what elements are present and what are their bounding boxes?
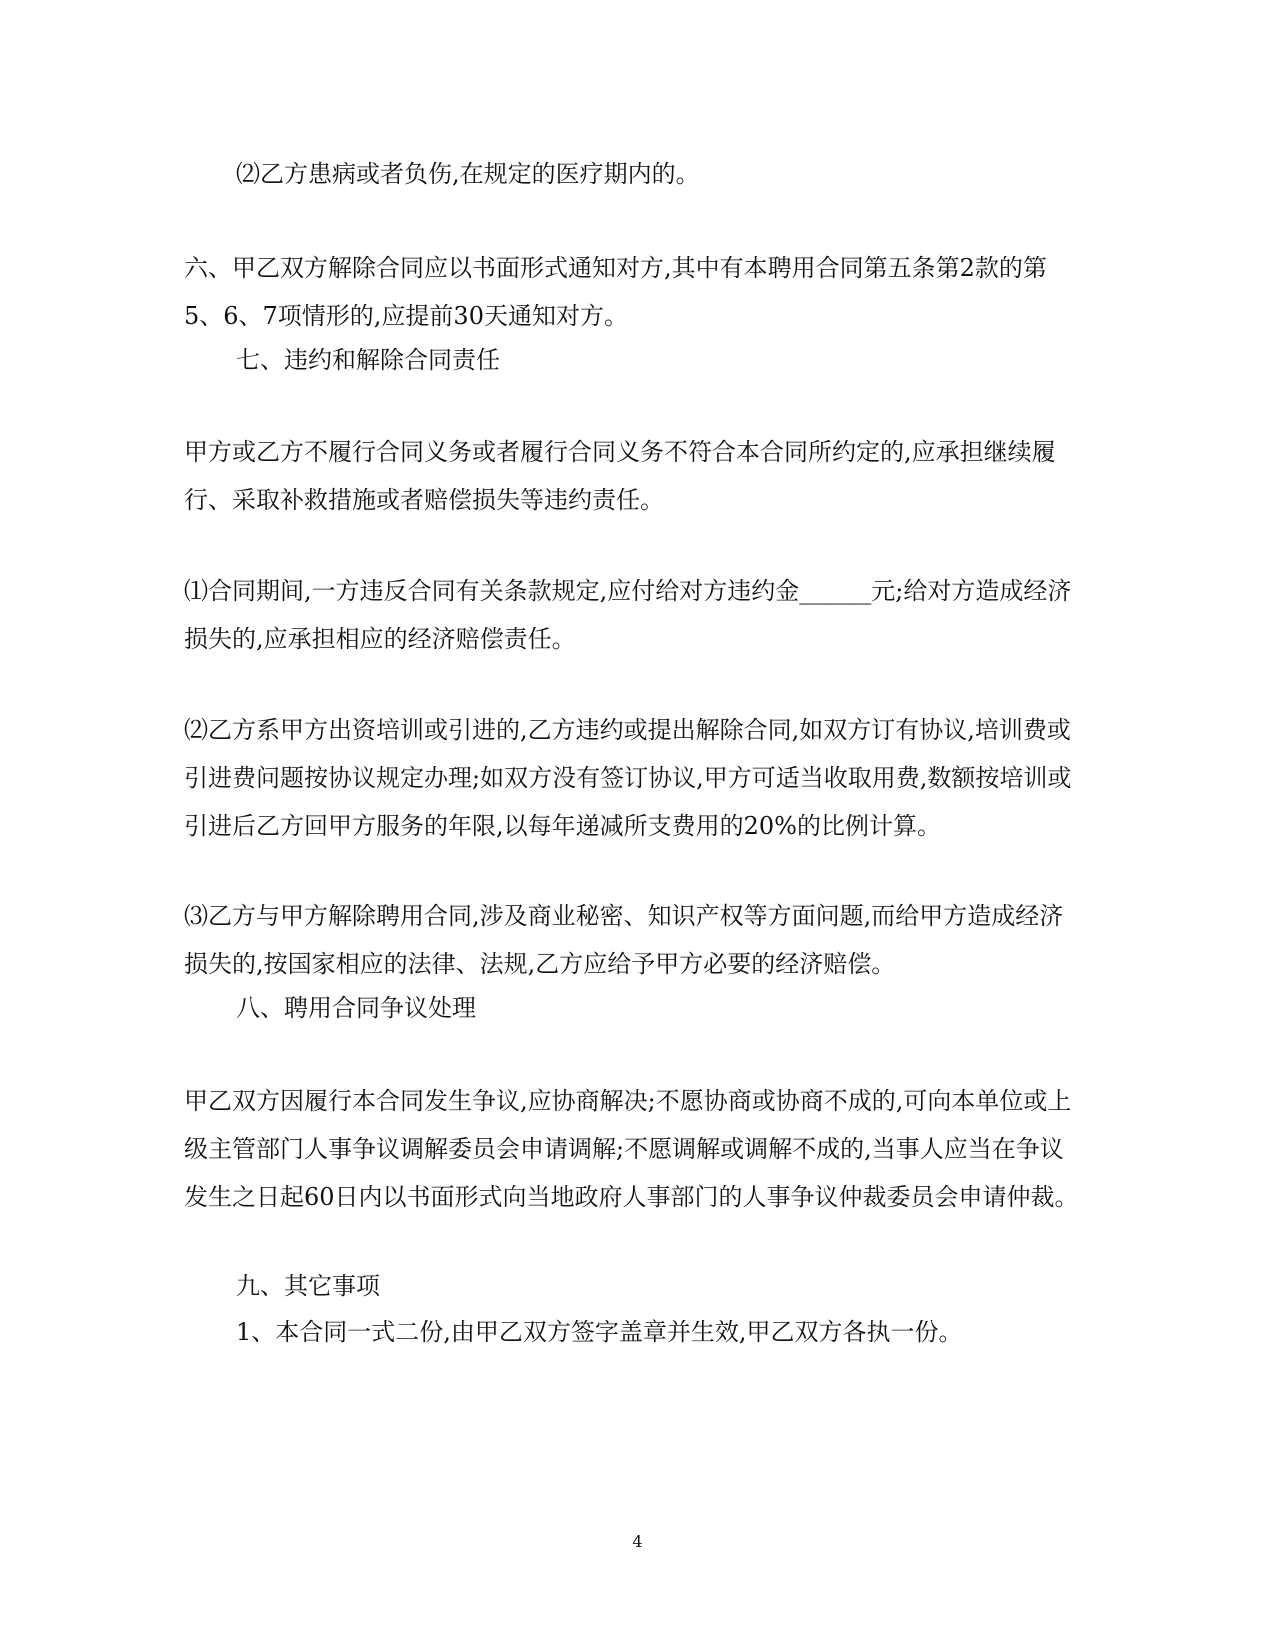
section-9-item-1: 1、本合同一式二份,由甲乙双方签字盖章并生效,甲乙双方各执一份。 [236,1318,963,1346]
section-6-termination-notice: 六、甲乙双方解除合同应以书面形式通知对方,其中有本聘用合同第五条第2款的第5、6、7项情形的,应提前30天通知对方。 [184,254,1047,330]
section-8-body: 甲乙双方因履行本合同发生争议,应协商解决;不愿协商或协商不成的,可向本单位或上级主管部门人事争议调解委员会申请调解;不愿调解或调解不成的,当事人应当在争议发生之日起60日内以书面形式向当地政府人事部门的人事争议仲裁委员会申请仲裁。 [184,1087,1079,1211]
section-9-heading: 九、其它事项 [236,1272,380,1300]
section-7-item-1: ⑴合同期间,一方违反合同有关条款规定,应付给对方违约金______元;给对方造成经济损失的,应承担相应的经济赔偿责任。 [184,577,1072,653]
section-7-item-2: ⑵乙方系甲方出资培训或引进的,乙方违约或提出解除合同,如双方订有协议,培训费或引进费问题按协议规定办理;如双方没有签订协议,甲方可适当收取用费,数额按培训或引进后乙方回甲方服务的年限,以每年递减所支费用的20%的比例计算。 [184,716,1072,840]
page-number: 4 [632,1532,643,1551]
section-8-heading: 八、聘用合同争议处理 [236,994,476,1022]
section-7-item-3: ⑶乙方与甲方解除聘用合同,涉及商业秘密、知识产权等方面问题,而给甲方造成经济损失的,按国家相应的法律、法规,乙方应给予甲方必要的经济赔偿。 [184,902,1064,978]
section-7-intro: 甲方或乙方不履行合同义务或者履行合同义务不符合本合同所约定的,应承担继续履行、采取补救措施或者赔偿损失等违约责任。 [184,438,1056,514]
section-7-heading: 七、违约和解除合同责任 [236,346,500,374]
clause-5-item-2: ⑵乙方患病或者负伤,在规定的医疗期内的。 [236,160,700,188]
